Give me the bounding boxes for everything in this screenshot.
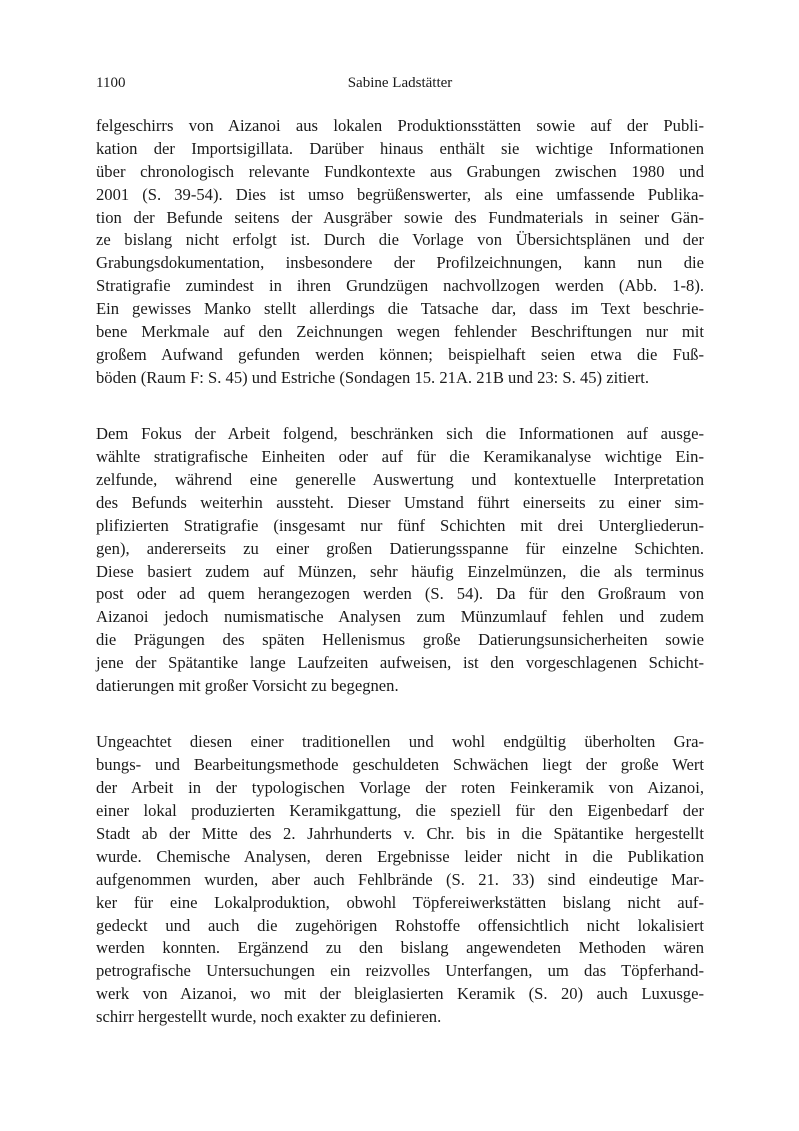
paragraph-3 [96,731,704,1029]
text-line: Dem Fokus der Arbeit folgend, beschränken sich die Informationen auf ausge- [96,424,704,444]
paragraph-spacer [96,390,704,424]
running-head [96,72,704,94]
text-line: einer lokal produzierten Keramikgattung, die speziell für den Eigenbedarf der [96,801,704,821]
text-line: bene Merkmale auf den Zeichnungen wegen fehlender Beschriftungen nur mit [96,322,704,342]
text-line: Stadt ab der Mitte des 2. Jahrhunderts v. Chr. bis in die Spätantike hergestellt [96,823,704,843]
text-line: Stratigrafie zumindest in ihren Grundzügen nachvollzogen werden (Abb. 1-8). [96,276,704,296]
text-line: wählte stratigrafische Einheiten oder auf für die Keramikanalyse wichtige Ein- [96,447,704,467]
text-line: felgeschirrs von Aizanoi aus lokalen Produktionsstätten sowie auf der Publi- [96,116,704,135]
text-line: plifizierten Stratigrafie (insgesamt nur fünf Schichten mit drei Untergliederun- [96,515,704,535]
text-line: Grabungsdokumentation, insbesondere der Profilzeichnungen, kann nun die [96,253,704,273]
text-line: gen), andererseits zu einer großen Datierungsspanne für einzelne Schichten. [96,538,704,558]
text-line: Diese basiert zudem auf Münzen, sehr häufig Einzelmünzen, die als terminus [96,561,704,581]
text-line: wurde. Chemische Analysen, deren Ergebnisse leider nicht in die Publikation [96,846,704,866]
text-line: datierungen mit großer Vorsicht zu begegnen. [96,675,399,695]
text-line: kation der Importsigillata. Darüber hinaus enthält sie wichtige Informationen [96,138,704,158]
text-line: tion der Befunde seitens der Ausgräber sowie des Fundmaterials in seiner Gän- [96,207,704,227]
text-line: petrografische Untersuchungen ein reizvolles Unterfangen, um das Töpferhand- [96,961,704,981]
text-line: böden (Raum F: S. 45) und Estriche (Sondagen 15. 21A. 21B und 23: S. 45) zitiert. [96,367,650,387]
text-line: aufgenommen wurden, aber auch Fehlbrände (S. 21. 33) sind eindeutige Mar- [96,869,704,889]
text-line: die Prägungen des späten Hellenismus große Datierungsunsicherheiten sowie [96,630,704,650]
text-line: gedeckt und auch die zugehörigen Rohstoffe offensichtlich nicht lokalisiert [96,915,704,935]
text-line: post oder ad quem herangezogen werden (S. 54). Da für den Großraum von [96,584,704,604]
text-line: der Arbeit in der typologischen Vorlage der roten Feinkeramik von Aizanoi, [96,778,704,798]
paragraph-2 [96,423,704,698]
text-line: schirr hergestellt wurde, noch exakter zu definieren. [96,1007,442,1027]
paragraph-spacer [96,698,704,732]
text-line: ker für eine Lokalproduktion, obwohl Töpfereiwerkstätten bislang nicht auf- [96,892,704,912]
text-line: Ungeachtet diesen einer traditionellen und wohl endgültig überholten Gra- [96,732,704,752]
text-line: werden konnten. Ergänzend zu den bislang angewendeten Methoden wären [96,938,704,958]
text-line: Ein gewisses Manko stellt allerdings die Tatsache dar, dass im Text beschrie- [96,299,704,319]
text-line: zelfunde, während eine generelle Auswertung und kontextuelle Interpretation [96,469,704,489]
text-line: 2001 (S. 39-54). Dies ist umso begrüßenswerter, als eine umfassende Publika- [96,184,704,204]
page-number: 1100 [96,75,126,91]
text-line: bungs- und Bearbeitungsmethode geschuldeten Schwächen liegt der große Wert [96,755,704,775]
text-line: Aizanoi jedoch numismatische Analysen zum Münzumlauf fehlen und zudem [96,607,704,627]
text-line: über chronologisch relevante Fundkontexte aus Grabungen zwischen 1980 und [96,161,704,181]
text-line: großem Aufwand gefunden werden können; beispielhaft seien etwa die Fuß- [96,344,704,364]
body-text [96,115,704,1029]
text-line: jene der Spätantike lange Laufzeiten aufweisen, ist den vorgeschlagenen Schicht- [96,653,704,673]
text-line: ze bislang nicht erfolgt ist. Durch die Vorlage von Übersichtsplänen und der [96,230,704,250]
text-line: werk von Aizanoi, wo mit der bleiglasierten Keramik (S. 20) auch Luxusge- [96,984,704,1004]
paragraph-1 [96,115,704,390]
running-head-author: Sabine Ladstätter [347,75,453,91]
text-line: des Befunds weiterhin aussteht. Dieser Umstand führt einerseits zu einer sim- [96,492,704,512]
